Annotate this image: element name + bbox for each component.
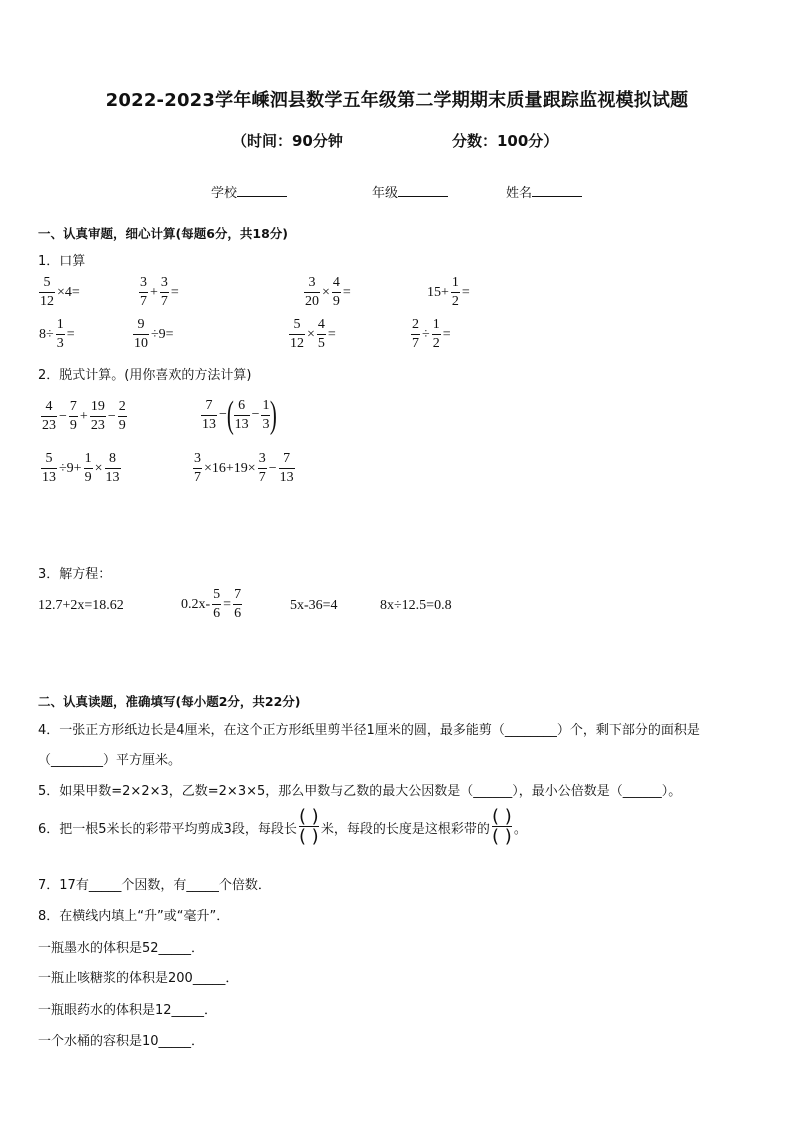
q5: 5．如果甲数=2×2×3，乙数=2×3×5，那么甲数与乙数的最大公因数是（______），最小公倍数是（______）。 bbox=[38, 784, 682, 799]
q6-blank-fraction-1: ( ) ( ) bbox=[298, 806, 319, 847]
q3-eq-1: 12.7+2x=18.62 bbox=[38, 598, 124, 613]
q1-label: 1．口算 bbox=[38, 254, 86, 269]
name-blank bbox=[532, 196, 582, 197]
q1-item-3: $\frac{3}{20}$ × $\frac{4}{9}$ = bbox=[305, 275, 351, 309]
q2-expr-4: $\frac{3}{7}$ ×16+19× $\frac{3}{7}$ − $\frac{7}{13}$ bbox=[194, 451, 294, 485]
page-title: 2022-2023学年嵊泗县数学五年级第二学期期末质量跟踪监视模拟试题 bbox=[105, 90, 689, 111]
q3-eq-3: 5x-36=4 bbox=[290, 598, 338, 613]
q3-eq-4: 8x÷12.5=0.8 bbox=[380, 598, 452, 613]
grade-blank bbox=[398, 196, 448, 197]
grade-label: 年级 bbox=[372, 186, 399, 201]
exam-score: 分数：100分） bbox=[452, 132, 559, 150]
q8-item-3: 一瓶眼药水的体积是12_____． bbox=[38, 1003, 218, 1018]
q6 bbox=[38, 808, 527, 846]
q1-item-7: $\frac{5}{12}$ × $\frac{4}{5}$ = bbox=[290, 317, 336, 351]
section1-heading: 一、认真审题，细心计算(每题6分，共18分) bbox=[38, 226, 289, 241]
q6-text-3: 。 bbox=[513, 821, 527, 837]
q8-item-4: 一个水桶的容积是10_____． bbox=[38, 1034, 205, 1049]
q4-line-1: 4．一张正方形纸边长是4厘米，在这个正方形纸里剪半径1厘米的圆，最多能剪（________）个，剩下部分的面积是 bbox=[38, 723, 700, 738]
q8-item-2: 一瓶止咳糖浆的体积是200_____． bbox=[38, 971, 239, 986]
q2-expr-1: $\frac{4}{23}$ − $\frac{7}{9}$ + $\frac{19}{23}$ − $\frac{2}{9}$ bbox=[42, 399, 126, 433]
q1-item-2: $\frac{3}{7}$ + $\frac{3}{7}$ = bbox=[140, 275, 179, 309]
school-field bbox=[211, 182, 287, 201]
q4-line-2: （________）平方厘米。 bbox=[38, 753, 182, 768]
q8-item-1: 一瓶墨水的体积是52_____． bbox=[38, 941, 205, 956]
name-field bbox=[506, 182, 582, 201]
q8-label: 8．在横线内填上“升”或“毫升”． bbox=[38, 909, 230, 924]
q6-blank-fraction-2: ( ) ( ) bbox=[491, 806, 512, 847]
q2-label: 2．脱式计算。(用你喜欢的方法计算) bbox=[38, 368, 252, 383]
q2-expr-3: $\frac{5}{13}$ ÷9+ $\frac{1}{9}$ × $\frac{8}{13}$ bbox=[42, 451, 120, 485]
q7: 7．17有_____个因数，有_____个倍数． bbox=[38, 878, 271, 893]
q3-label: 3．解方程： bbox=[38, 567, 112, 582]
q1-item-6: $\frac{9}{10}$ ÷9= bbox=[134, 317, 174, 351]
name-label: 姓名 bbox=[506, 186, 533, 201]
q6-text-1: 6．把一根5米长的彩带平均剪成3段，每段长 bbox=[38, 821, 297, 837]
q3-eq-2: 0.2x- $\frac{5}{6}$ = $\frac{7}{6}$ bbox=[181, 587, 242, 621]
school-blank bbox=[237, 196, 287, 197]
exam-time: （时间：90分钟 bbox=[232, 132, 343, 150]
q1-item-5: 8÷ $\frac{1}{3}$ = bbox=[39, 317, 75, 351]
grade-field bbox=[372, 182, 448, 201]
q1-item-1: $\frac{5}{12}$ ×4= bbox=[40, 275, 80, 309]
q2-expr-2: $\frac{7}{13}$ − ( $\frac{6}{13}$ − $\frac{1}{3}$ ) bbox=[202, 394, 278, 436]
q1-item-4: 15+ $\frac{1}{2}$ = bbox=[427, 275, 470, 309]
q6-text-2: 米，每段的长度是这根彩带的 bbox=[320, 821, 490, 837]
section2-heading: 二、认真读题，准确填写(每小题2分，共22分) bbox=[38, 694, 301, 709]
school-label: 学校 bbox=[211, 186, 238, 201]
q1-item-8: $\frac{2}{7}$ ÷ $\frac{1}{2}$ = bbox=[412, 317, 451, 351]
